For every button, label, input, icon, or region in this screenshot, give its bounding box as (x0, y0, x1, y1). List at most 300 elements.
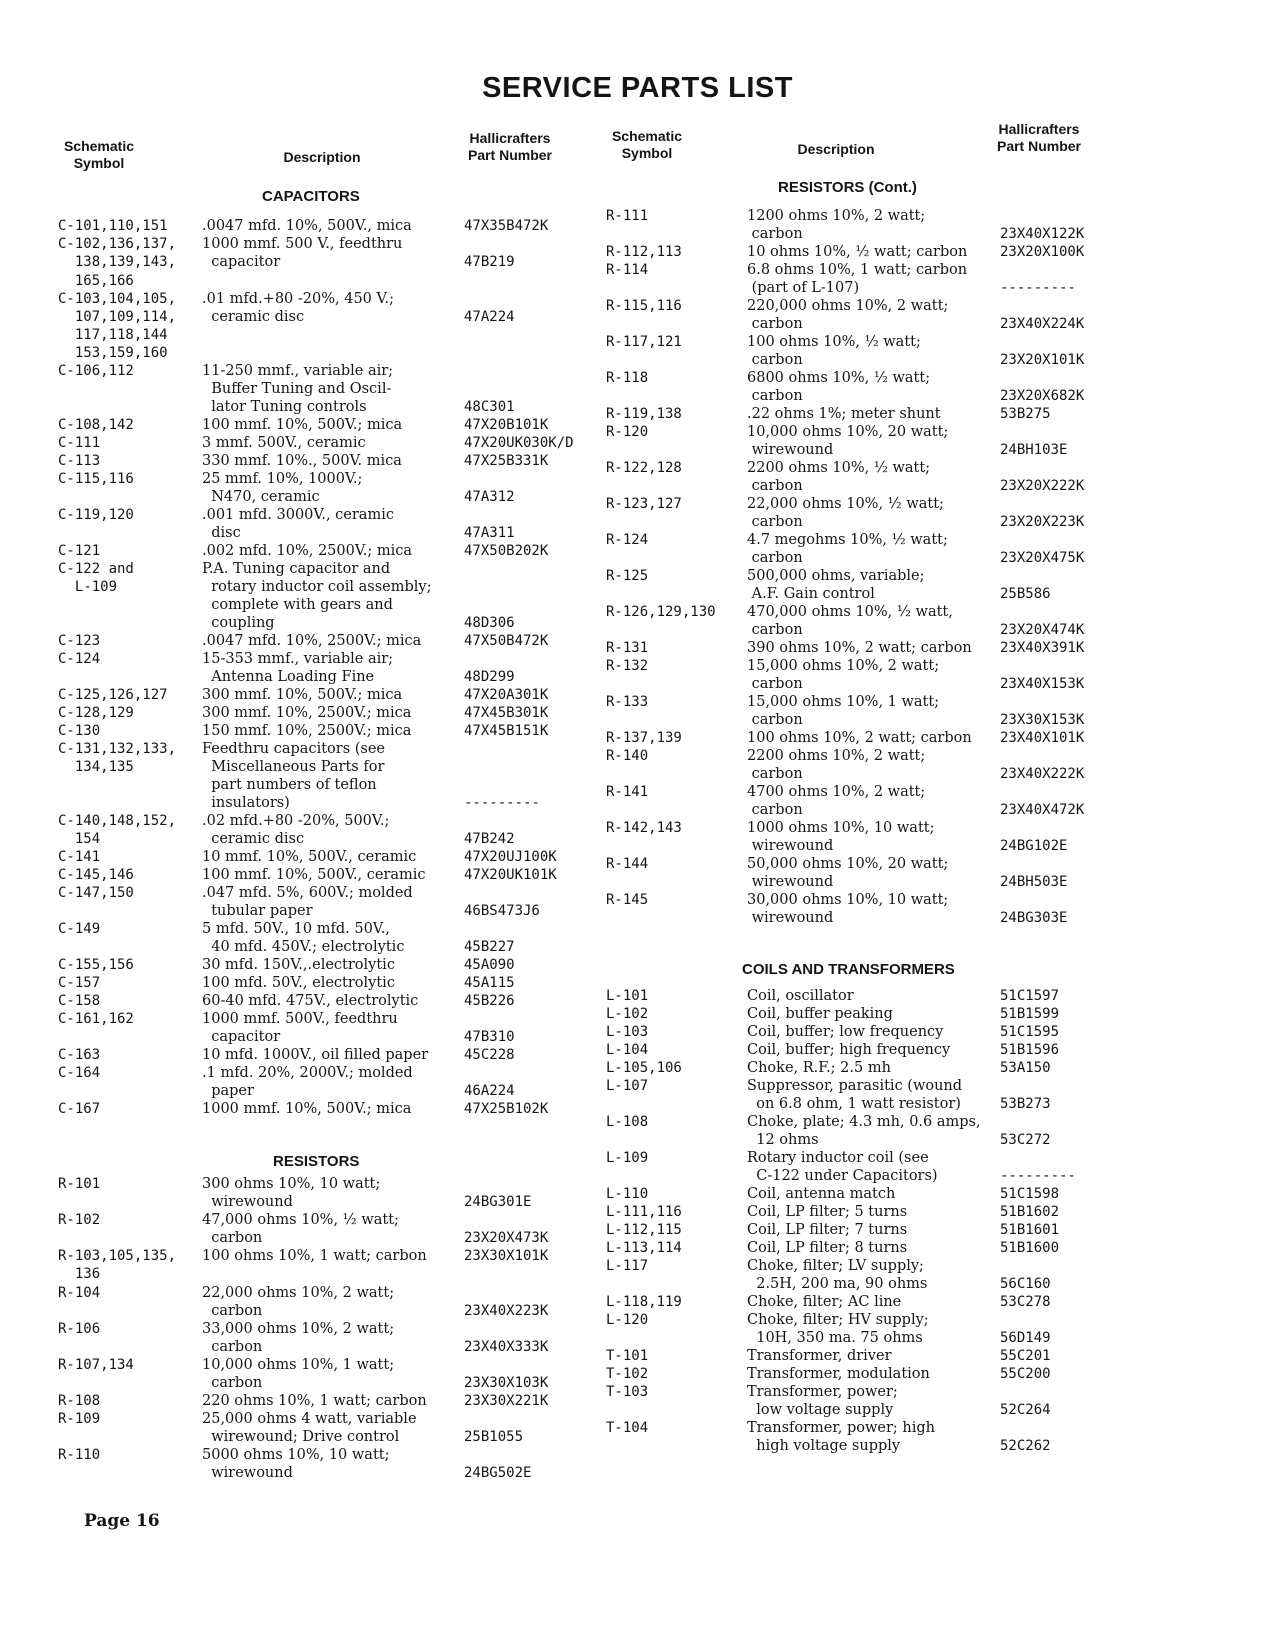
right-symbol: R-142,143 (606, 820, 682, 836)
right-description: 100 ohms 10%, ½ watt; (747, 334, 921, 350)
left-description: 220 ohms 10%, 1 watt; carbon (202, 1393, 427, 1409)
right-description-header: Description (797, 141, 875, 157)
left-part-number-header: Hallicrafters Part Number (467, 130, 553, 163)
left-description: 30 mfd. 150V.,.electrolytic (202, 957, 395, 973)
right-symbol: L-105,106 (606, 1060, 682, 1076)
right-part-number: 23X40X222K (1000, 766, 1085, 782)
left-description: 100 mmf. 10%, 500V., ceramic (202, 867, 426, 883)
left-symbol: C-122 and (58, 561, 134, 577)
left-description: 300 ohms 10%, 10 watt; (202, 1176, 381, 1192)
left-part-number: 47X50B202K (464, 543, 549, 559)
right-description: 4700 ohms 10%, 2 watt; (747, 784, 926, 800)
right-symbol: L-111,116 (606, 1204, 682, 1220)
right-description: wirewound (747, 910, 834, 926)
right-description: wirewound (747, 874, 834, 890)
right-part-number: 23X40X224K (1000, 316, 1085, 332)
right-symbol: L-117 (606, 1258, 649, 1274)
right-part-number: 51B1600 (1000, 1240, 1060, 1256)
left-part-number: 47X50B472K (464, 633, 549, 649)
left-description: 22,000 ohms 10%, 2 watt; (202, 1285, 395, 1301)
left-part-number: 48C301 (464, 399, 515, 415)
left-symbol: C-155,156 (58, 957, 134, 973)
right-description: 50,000 ohms 10%, 20 watt; (747, 856, 949, 872)
left-symbol: R-110 (58, 1447, 101, 1463)
left-symbol: C-113 (58, 453, 101, 469)
left-symbol: C-123 (58, 633, 101, 649)
left-description: 25,000 ohms 4 watt, variable (202, 1411, 417, 1427)
left-part-number: 23X30X103K (464, 1375, 549, 1391)
left-part-number: 23X30X101K (464, 1248, 549, 1264)
left-symbol: C-125,126,127 (58, 687, 168, 703)
right-description: Coil, LP filter; 5 turns (747, 1204, 908, 1220)
right-part-number: 53B273 (1000, 1096, 1051, 1112)
right-symbol: R-117,121 (606, 334, 682, 350)
left-description: .02 mfd.+80 -20%, 500V.; (202, 813, 390, 829)
left-part-number: 47A312 (464, 489, 515, 505)
right-description: carbon (747, 550, 803, 566)
left-part-number: 47X25B331K (464, 453, 549, 469)
left-part-number: 45A115 (464, 975, 515, 991)
right-description: low voltage supply (747, 1402, 894, 1418)
right-part-number: 51B1596 (1000, 1042, 1060, 1058)
right-description: carbon (747, 622, 803, 638)
left-symbol: C-149 (58, 921, 101, 937)
page-title: SERVICE PARTS LIST (482, 72, 793, 104)
left-description: 10,000 ohms 10%, 1 watt; (202, 1357, 395, 1373)
section-resistors-cont: RESISTORS (Cont.) (778, 179, 917, 196)
left-description: 100 mfd. 50V., electrolytic (202, 975, 395, 991)
right-symbol: R-123,127 (606, 496, 682, 512)
right-part-number: 51B1602 (1000, 1204, 1060, 1220)
left-description: complete with gears and (202, 597, 393, 613)
right-symbol: R-114 (606, 262, 649, 278)
left-description: capacitor (202, 254, 281, 270)
right-description: 10,000 ohms 10%, 20 watt; (747, 424, 949, 440)
left-symbol: 136 (58, 1266, 101, 1282)
left-part-number: 23X40X223K (464, 1303, 549, 1319)
right-description: carbon (747, 514, 803, 530)
left-symbol: C-158 (58, 993, 101, 1009)
right-description: carbon (747, 388, 803, 404)
left-description: .047 mfd. 5%, 600V.; molded (202, 885, 413, 901)
right-symbol: R-140 (606, 748, 649, 764)
left-description: carbon (202, 1230, 263, 1246)
right-part-number: 24BG303E (1000, 910, 1068, 926)
left-symbol: C-121 (58, 543, 101, 559)
section-resistors: RESISTORS (273, 1153, 360, 1170)
left-symbol-header: Schematic Symbol (63, 138, 135, 171)
right-symbol: R-119,138 (606, 406, 682, 422)
left-description: tubular paper (202, 903, 313, 919)
left-symbol: 138,139,143, (58, 254, 177, 270)
right-description: carbon (747, 478, 803, 494)
left-description: 25 mmf. 10%, 1000V.; (202, 471, 363, 487)
right-symbol: L-112,115 (606, 1222, 682, 1238)
left-description: 5 mfd. 50V., 10 mfd. 50V., (202, 921, 390, 937)
right-description: 2200 ohms 10%, 2 watt; (747, 748, 926, 764)
left-symbol: C-111 (58, 435, 101, 451)
left-symbol: C-163 (58, 1047, 101, 1063)
right-description: Coil, buffer peaking (747, 1006, 893, 1022)
right-description: Coil, LP filter; 7 turns (747, 1222, 908, 1238)
left-description: 300 mmf. 10%, 2500V.; mica (202, 705, 412, 721)
right-description: carbon (747, 316, 803, 332)
left-part-number: 47X20UK030K/D (464, 435, 574, 451)
right-symbol: L-101 (606, 988, 649, 1004)
left-part-number: --------- (464, 795, 540, 811)
right-symbol: T-104 (606, 1420, 649, 1436)
right-symbol: L-110 (606, 1186, 649, 1202)
right-description: 1200 ohms 10%, 2 watt; (747, 208, 926, 224)
left-part-number: 48D306 (464, 615, 515, 631)
left-symbol: R-101 (58, 1176, 101, 1192)
right-part-number: 24BG102E (1000, 838, 1068, 854)
left-description: Antenna Loading Fine (202, 669, 375, 685)
right-part-number: 53A150 (1000, 1060, 1051, 1076)
right-symbol: R-133 (606, 694, 649, 710)
left-description: wirewound (202, 1194, 293, 1210)
left-part-number: 47X35B472K (464, 218, 549, 234)
right-symbol: R-137,139 (606, 730, 682, 746)
right-description: Coil, antenna match (747, 1186, 896, 1202)
right-symbol: R-115,116 (606, 298, 682, 314)
right-symbol: R-141 (606, 784, 649, 800)
right-description: carbon (747, 712, 803, 728)
right-description: 12 ohms (747, 1132, 819, 1148)
left-description: 10 mfd. 1000V., oil filled paper (202, 1047, 429, 1063)
right-description: Suppressor, parasitic (wound (747, 1078, 963, 1094)
left-symbol: 117,118,144 (58, 327, 168, 343)
left-description: .002 mfd. 10%, 2500V.; mica (202, 543, 413, 559)
right-part-number: 51B1599 (1000, 1006, 1060, 1022)
right-part-number: 53C272 (1000, 1132, 1051, 1148)
right-part-number: 23X20X222K (1000, 478, 1085, 494)
right-part-number: 51B1601 (1000, 1222, 1060, 1238)
left-description: wirewound (202, 1465, 293, 1481)
right-part-number: 51C1595 (1000, 1024, 1060, 1040)
section-coils-transformers: COILS AND TRANSFORMERS (742, 961, 955, 978)
left-part-number: 47X20UK101K (464, 867, 557, 883)
left-description: disc (202, 525, 241, 541)
right-description: carbon (747, 802, 803, 818)
left-description: carbon (202, 1375, 263, 1391)
left-symbol: C-130 (58, 723, 101, 739)
right-description: 470,000 ohms 10%, ½ watt, (747, 604, 953, 620)
left-description: 100 ohms 10%, 1 watt; carbon (202, 1248, 427, 1264)
right-part-number: --------- (1000, 280, 1076, 296)
right-symbol: R-111 (606, 208, 649, 224)
right-part-number: 51C1598 (1000, 1186, 1060, 1202)
right-part-number: 53B275 (1000, 406, 1051, 422)
left-description: capacitor (202, 1029, 281, 1045)
right-description: Choke, filter; AC line (747, 1294, 902, 1310)
right-symbol: R-132 (606, 658, 649, 674)
left-part-number: 47X20A301K (464, 687, 549, 703)
left-symbol: 154 (58, 831, 101, 847)
right-part-number: 23X40X122K (1000, 226, 1085, 242)
right-part-number: 23X20X475K (1000, 550, 1085, 566)
left-part-number: 23X40X333K (464, 1339, 549, 1355)
right-part-number: 23X20X474K (1000, 622, 1085, 638)
right-symbol-header: Schematic Symbol (611, 128, 683, 161)
left-description: .0047 mfd. 10%, 500V., mica (202, 218, 412, 234)
right-symbol: L-109 (606, 1150, 649, 1166)
left-part-number: 47X20B101K (464, 417, 549, 433)
right-description: Coil, LP filter; 8 turns (747, 1240, 908, 1256)
left-symbol: C-164 (58, 1065, 101, 1081)
left-part-number: 47X45B151K (464, 723, 549, 739)
left-symbol: C-108,142 (58, 417, 134, 433)
left-symbol: C-115,116 (58, 471, 134, 487)
right-description: 30,000 ohms 10%, 10 watt; (747, 892, 949, 908)
left-symbol: 107,109,114, (58, 309, 177, 325)
right-description: A.F. Gain control (747, 586, 875, 602)
right-description: 6800 ohms 10%, ½ watt; (747, 370, 931, 386)
left-description: Buffer Tuning and Oscil- (202, 381, 392, 397)
right-symbol: R-120 (606, 424, 649, 440)
right-part-number: 23X20X223K (1000, 514, 1085, 530)
right-part-number: 23X30X153K (1000, 712, 1085, 728)
right-part-number: 56D149 (1000, 1330, 1051, 1346)
right-description: 22,000 ohms 10%, ½ watt; (747, 496, 944, 512)
left-symbol: C-157 (58, 975, 101, 991)
left-description: part numbers of teflon (202, 777, 377, 793)
left-description: 11-250 mmf., variable air; (202, 363, 394, 379)
right-part-number: 24BH103E (1000, 442, 1068, 458)
right-description: 4.7 megohms 10%, ½ watt; (747, 532, 948, 548)
left-symbol: C-140,148,152, (58, 813, 177, 829)
right-part-number: 23X40X153K (1000, 676, 1085, 692)
right-description: 15,000 ohms 10%, 1 watt; (747, 694, 940, 710)
right-description: Choke, filter; LV supply; (747, 1258, 924, 1274)
left-symbol: C-141 (58, 849, 101, 865)
right-description: 1000 ohms 10%, 10 watt; (747, 820, 935, 836)
right-description: .22 ohms 1%; meter shunt (747, 406, 941, 422)
right-part-number: 51C1597 (1000, 988, 1060, 1004)
right-description: 2.5H, 200 ma, 90 ohms (747, 1276, 928, 1292)
left-part-number: 47B310 (464, 1029, 515, 1045)
left-part-number: 47B219 (464, 254, 515, 270)
left-description: 3 mmf. 500V., ceramic (202, 435, 366, 451)
right-symbol: L-102 (606, 1006, 649, 1022)
left-symbol: R-106 (58, 1321, 101, 1337)
left-description: carbon (202, 1339, 263, 1355)
right-part-number: 23X40X101K (1000, 730, 1085, 746)
page-number: Page 16 (84, 1511, 160, 1531)
left-description: Feedthru capacitors (see (202, 741, 386, 757)
left-part-number: 25B1055 (464, 1429, 524, 1445)
left-symbol: R-108 (58, 1393, 101, 1409)
left-symbol: C-119,120 (58, 507, 134, 523)
left-description: rotary inductor coil assembly; (202, 579, 432, 595)
right-description: carbon (747, 676, 803, 692)
right-part-number: 53C278 (1000, 1294, 1051, 1310)
left-description: P.A. Tuning capacitor and (202, 561, 391, 577)
right-description: wirewound (747, 442, 834, 458)
right-part-number: 23X20X100K (1000, 244, 1085, 260)
left-symbol: C-102,136,137, (58, 236, 177, 252)
left-part-number: 48D299 (464, 669, 515, 685)
right-part-number: --------- (1000, 1168, 1076, 1184)
right-description: Choke, R.F.; 2.5 mh (747, 1060, 891, 1076)
left-symbol: C-128,129 (58, 705, 134, 721)
left-symbol: 165,166 (58, 273, 134, 289)
left-description: wirewound; Drive control (202, 1429, 400, 1445)
left-description: Miscellaneous Parts for (202, 759, 385, 775)
right-symbol: L-104 (606, 1042, 649, 1058)
right-description: Transformer, modulation (747, 1366, 930, 1382)
left-part-number: 45A090 (464, 957, 515, 973)
left-description: 60-40 mfd. 475V., electrolytic (202, 993, 419, 1009)
left-part-number: 45C228 (464, 1047, 515, 1063)
right-symbol: R-112,113 (606, 244, 682, 260)
right-description: Rotary inductor coil (see (747, 1150, 929, 1166)
left-symbol: C-124 (58, 651, 101, 667)
right-description: Coil, buffer; high frequency (747, 1042, 951, 1058)
left-symbol: 153,159,160 (58, 345, 168, 361)
right-description: 100 ohms 10%, 2 watt; carbon (747, 730, 972, 746)
left-description: 1000 mmf. 500V., feedthru (202, 1011, 398, 1027)
right-description: 10 ohms 10%, ½ watt; carbon (747, 244, 968, 260)
right-description: carbon (747, 766, 803, 782)
right-description: 220,000 ohms 10%, 2 watt; (747, 298, 949, 314)
left-symbol: C-103,104,105, (58, 291, 177, 307)
right-part-number: 55C200 (1000, 1366, 1051, 1382)
left-description: insulators) (202, 795, 290, 811)
left-part-number: 23X20X473K (464, 1230, 549, 1246)
left-description: 5000 ohms 10%, 10 watt; (202, 1447, 390, 1463)
right-symbol: R-144 (606, 856, 649, 872)
right-part-number: 56C160 (1000, 1276, 1051, 1292)
right-symbol: R-118 (606, 370, 649, 386)
right-description: Choke, plate; 4.3 mh, 0.6 amps, (747, 1114, 981, 1130)
left-description: 1000 mmf. 500 V., feedthru (202, 236, 403, 252)
left-description: 100 mmf. 10%, 500V.; mica (202, 417, 403, 433)
right-part-number: 52C264 (1000, 1402, 1051, 1418)
right-description: Transformer, power; high (747, 1420, 935, 1436)
left-symbol: R-104 (58, 1285, 101, 1301)
left-part-number: 47A311 (464, 525, 515, 541)
left-part-number: 45B227 (464, 939, 515, 955)
left-description: 150 mmf. 10%, 2500V.; mica (202, 723, 412, 739)
left-part-number: 45B226 (464, 993, 515, 1009)
left-symbol: 134,135 (58, 759, 134, 775)
right-symbol: R-126,129,130 (606, 604, 716, 620)
right-symbol: L-118,119 (606, 1294, 682, 1310)
left-description: coupling (202, 615, 275, 631)
left-part-number: 47X25B102K (464, 1101, 549, 1117)
left-part-number: 46BS473J6 (464, 903, 540, 919)
right-part-number: 23X40X391K (1000, 640, 1085, 656)
right-description: C-122 under Capacitors) (747, 1168, 938, 1184)
right-description: carbon (747, 352, 803, 368)
left-description: .001 mfd. 3000V., ceramic (202, 507, 394, 523)
left-description: N470, ceramic (202, 489, 320, 505)
right-description: on 6.8 ohm, 1 watt resistor) (747, 1096, 961, 1112)
left-part-number: 46A224 (464, 1083, 515, 1099)
right-description: 10H, 350 ma. 75 ohms (747, 1330, 923, 1346)
left-symbol: C-167 (58, 1101, 101, 1117)
right-description: Transformer, power; (747, 1384, 898, 1400)
right-description: high voltage supply (747, 1438, 901, 1454)
left-description: 300 mmf. 10%, 500V.; mica (202, 687, 403, 703)
left-symbol: R-109 (58, 1411, 101, 1427)
left-description: .1 mfd. 20%, 2000V.; molded (202, 1065, 413, 1081)
left-description: 330 mmf. 10%., 500V. mica (202, 453, 402, 469)
left-part-number: 47A224 (464, 309, 515, 325)
left-description: 1000 mmf. 10%, 500V.; mica (202, 1101, 412, 1117)
left-description: paper (202, 1083, 254, 1099)
right-part-number: 23X20X682K (1000, 388, 1085, 404)
left-symbol: L-109 (58, 579, 118, 595)
right-part-number: 25B586 (1000, 586, 1051, 602)
section-capacitors: CAPACITORS (262, 188, 360, 205)
right-description: Transformer, driver (747, 1348, 892, 1364)
left-symbol: C-131,132,133, (58, 741, 177, 757)
right-description: (part of L-107) (747, 280, 860, 296)
left-part-number: 23X30X221K (464, 1393, 549, 1409)
left-symbol: R-107,134 (58, 1357, 134, 1373)
right-symbol: L-108 (606, 1114, 649, 1130)
left-description: lator Tuning controls (202, 399, 367, 415)
right-description: wirewound (747, 838, 834, 854)
right-symbol: R-122,128 (606, 460, 682, 476)
right-part-number: 52C262 (1000, 1438, 1051, 1454)
left-description: 47,000 ohms 10%, ½ watt; (202, 1212, 399, 1228)
right-symbol: T-101 (606, 1348, 649, 1364)
right-description: 2200 ohms 10%, ½ watt; (747, 460, 931, 476)
left-description-header: Description (283, 149, 361, 165)
left-symbol: C-101,110,151 (58, 218, 168, 234)
right-part-number: 23X20X101K (1000, 352, 1085, 368)
left-description: .0047 mfd. 10%, 2500V.; mica (202, 633, 422, 649)
left-description: 33,000 ohms 10%, 2 watt; (202, 1321, 395, 1337)
left-symbol: R-102 (58, 1212, 101, 1228)
left-symbol: R-103,105,135, (58, 1248, 177, 1264)
right-symbol: L-120 (606, 1312, 649, 1328)
right-symbol: R-125 (606, 568, 649, 584)
right-description: Coil, buffer; low frequency (747, 1024, 944, 1040)
right-description: 6.8 ohms 10%, 1 watt; carbon (747, 262, 968, 278)
left-part-number: 24BG502E (464, 1465, 532, 1481)
right-part-number: 24BH503E (1000, 874, 1068, 890)
left-symbol: C-106,112 (58, 363, 134, 379)
right-description: 15,000 ohms 10%, 2 watt; (747, 658, 940, 674)
right-symbol: T-103 (606, 1384, 649, 1400)
right-symbol: L-103 (606, 1024, 649, 1040)
right-symbol: R-124 (606, 532, 649, 548)
right-description: Choke, filter; HV supply; (747, 1312, 929, 1328)
right-part-number-header: Hallicrafters Part Number (996, 121, 1082, 154)
right-symbol: R-131 (606, 640, 649, 656)
left-symbol: C-161,162 (58, 1011, 134, 1027)
left-part-number: 47X20UJ100K (464, 849, 557, 865)
right-description: 390 ohms 10%, 2 watt; carbon (747, 640, 972, 656)
right-description: 500,000 ohms, variable; (747, 568, 925, 584)
right-symbol: L-113,114 (606, 1240, 682, 1256)
left-symbol: C-147,150 (58, 885, 134, 901)
left-part-number: 47X45B301K (464, 705, 549, 721)
right-symbol: R-145 (606, 892, 649, 908)
left-description: ceramic disc (202, 309, 305, 325)
left-symbol: C-145,146 (58, 867, 134, 883)
left-description: 40 mfd. 450V.; electrolytic (202, 939, 405, 955)
left-description: 15-353 mmf., variable air; (202, 651, 394, 667)
right-description: Coil, oscillator (747, 988, 854, 1004)
right-part-number: 55C201 (1000, 1348, 1051, 1364)
left-description: .01 mfd.+80 -20%, 450 V.; (202, 291, 394, 307)
left-description: 10 mmf. 10%, 500V., ceramic (202, 849, 417, 865)
